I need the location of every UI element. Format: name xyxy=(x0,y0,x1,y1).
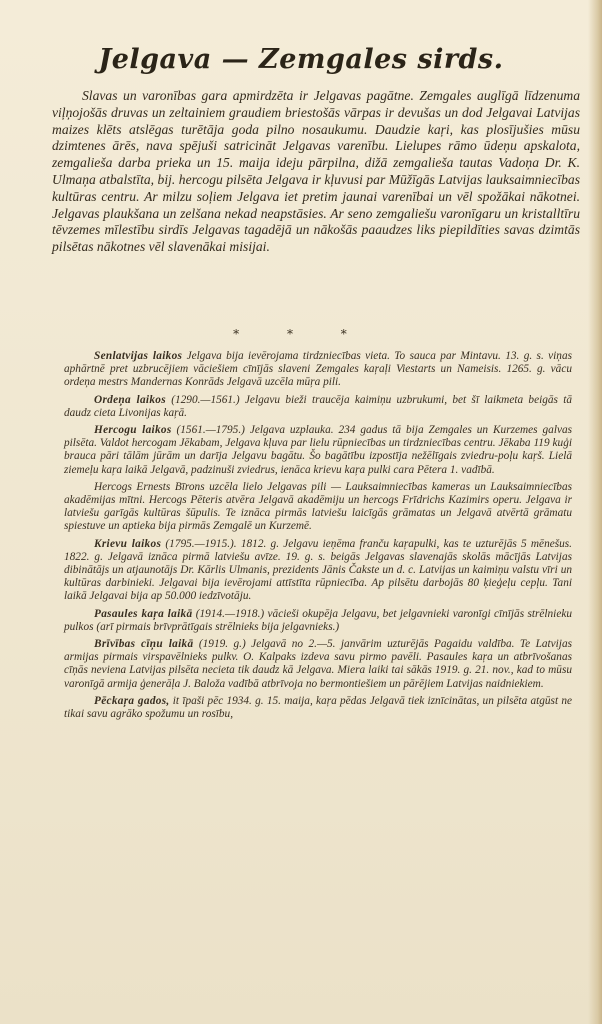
era-heading: Ordeņa laikos xyxy=(94,393,166,406)
section-separator: * * * xyxy=(233,327,369,341)
section-brivibas-cinas xyxy=(64,638,572,691)
section-text: it īpaši pēc 1934. g. 15. maija, kaŗa pēdas Jelgavā tiek iznīcinātas, un pilsēta atgūst ne tikai savu agrāko spožumu un rosību, xyxy=(64,694,572,721)
era-heading: Pēckaŗa gados, xyxy=(94,694,170,707)
section-text: (1290.—1561.) Jelgavu bieži traucēja kaimiņu uzbrukumi, bet šī laikmeta beigās tā daudz cieta Livonijas kaŗā. xyxy=(64,393,572,419)
section-ordenis xyxy=(64,394,572,420)
section-text: Hercogs Ernests Bīrons uzcēla lielo Jelgavas pili — Lauksaimniecības kameras un Lauksaimniecības akadēmijas mītni. Hercogs Pēteris atvēra Jelgavā akadēmiju un hercogs Frīdrichs Kazimirs operu. Jelgava ir latviešu garīgās kultūras šūpulis. Te iznāca pirmās latviešu laicīgās grāmatas un Jelgavā atvērtā grāmatu spiestuve un aptieka bija pirmās Zemgalē un Kurzemē. xyxy=(64,480,572,533)
era-heading: Pasaules kaŗa laikā xyxy=(94,607,193,620)
section-krievu xyxy=(64,538,572,604)
era-heading: Brīvības cīņu laikā xyxy=(94,638,194,651)
section-senlatvija xyxy=(64,350,572,390)
section-peckara xyxy=(64,695,572,721)
page-edge xyxy=(588,0,602,1024)
history-sections xyxy=(64,350,572,725)
section-birons xyxy=(64,481,572,534)
section-pasaules-kars xyxy=(64,608,572,634)
era-heading: Senlatvijas laikos xyxy=(94,350,183,362)
era-heading: Krievu laikos xyxy=(94,537,162,550)
intro-paragraph: Slavas un varonības gara apmirdzēta ir Jelgavas pagātne. Zemgales auglīgā līdzenuma viļņojošās druvas un zeltainiem graudiem briestošās vārpas ir devušas un dod Jelgavai Latvijas maizes klēts atslēgas turētāja goda pilno nosaukumu. Daudzie kaŗi, kas plosījušies mūsu dzimtenes ārēs, nava spējuši satricināt Jelgavas varenību. Lielupes rāmo ūdeņu apskalota, zemgalieša darba priekа un 15. maija ideju pārpilna, dižā zemgalieša tautas Vadoņa Dr. K. Ulmaņa atbalstīta, bij. hercogu pilsēta Jelgava ir kļuvusi par Mūžīgās Latvijas lauksaimniecības kultūras centru. Ar milzu soļiem Jelgava iet pretim jaunai varenībai un vēl spožākai nākotnei. Jelgavas plaukšana un zelšana nekad neapstāsies. Ar seno zemgaliešu varonīgaru un kristalltīru tēvzemes mīlestību sirdīs Jelgavas tagadējā un nākošās paaudzes liks piepildīties savas dzimtās pilsētas nākotnes vēl slavenākai misijai. xyxy=(52,88,580,255)
page-title: Jelgava — Zemgales sirds. xyxy=(98,44,504,75)
section-text: (1919. g.) Jelgavā no 2.—5. janvārim uzturējās Pagaidu valdība. Te Latvijas armijas pirmais virspavēlnieks pulkv. O. Kalpaks izdeva savu pirmo pavēli. Pasaules kaŗa un atbrīvošanas cīņās neviena Latvijas pilsēta necieta tik daudz kā Jelgava. Miera laiki tai sākās 1919. g. 21. nov., kad to mūsu varonīgā armija ģenerāļa J. Baloža vadībā atbrīvoja no bermontiešiem un pārējiem Latvijas naidniekiem. xyxy=(64,638,572,690)
era-heading: Hercogu laikos xyxy=(94,424,172,437)
section-text: (1795.—1915.). 1812. g. Jelgavu ieņēma franču kaŗapulki, kas te uzturējās 5 mēnešus. 1822. g. Jelgavā iznāca pirmā latviešu avīze. 19. g. s. beigās Jelgavas slavenajās skolās mācījās Latvijas dibinātājs un atjaunotājs Dr. Kārlis Ulmanis, prezidents Jānis Čakste un d. c. Latvijas un kaimiņu valstu vīri un kultūras darbinieki. Jelgavai bija ievērojami attīstīta rūpniecība. Ap pilsētu darbojās 80 ķieģeļu cepļu. Tani laikā Jelgavai bija ap 50.000 iedzīvotāju. xyxy=(64,537,572,603)
section-text: (1914.—1918.) vācieši okupēja Jelgavu, bet jelgavnieki varonīgi cīnījās strēlnieku pulkos (arī pirmais brīvprātīgais strēlnieks bija jelgavnieks.) xyxy=(64,607,572,633)
section-hercogi xyxy=(64,424,572,477)
section-text: Jelgava bija ievērojama tirdzniecības vieta. To sauca par Mintavu. 13. g. s. viņas aphārtnē pret uzbrucējiem vāciešiem cīnījās slaveni Zemgales kaŗaļi Viestarts un Nameisis. 1265. g. vācu ordeņa mestrs Mandernas Konrāds Jelgavā uzcēla mūŗa pili. xyxy=(64,350,572,389)
section-text: (1561.—1795.) Jelgava uzplauka. 234 gadus tā bija Zemgales un Kurzemes galvas pilsēta. Valdot hercogam Jēkabam, Jelgava kļuva par lielu rūpniecības un tirdzniecības centru. Jēkaba 119 kuģi brauca pāri tālām jūrām un darīja Jelgavu bagātu. Šo bagātību izpostīja nežēlīgais zviedru-poļu kaŗš. Lielā ziemeļu kaŗa laikā Jelgavā, padzinuši zviedrus, ienāca krievu kaŗa pulki cara Pētera 1. vadībā. xyxy=(64,424,573,476)
